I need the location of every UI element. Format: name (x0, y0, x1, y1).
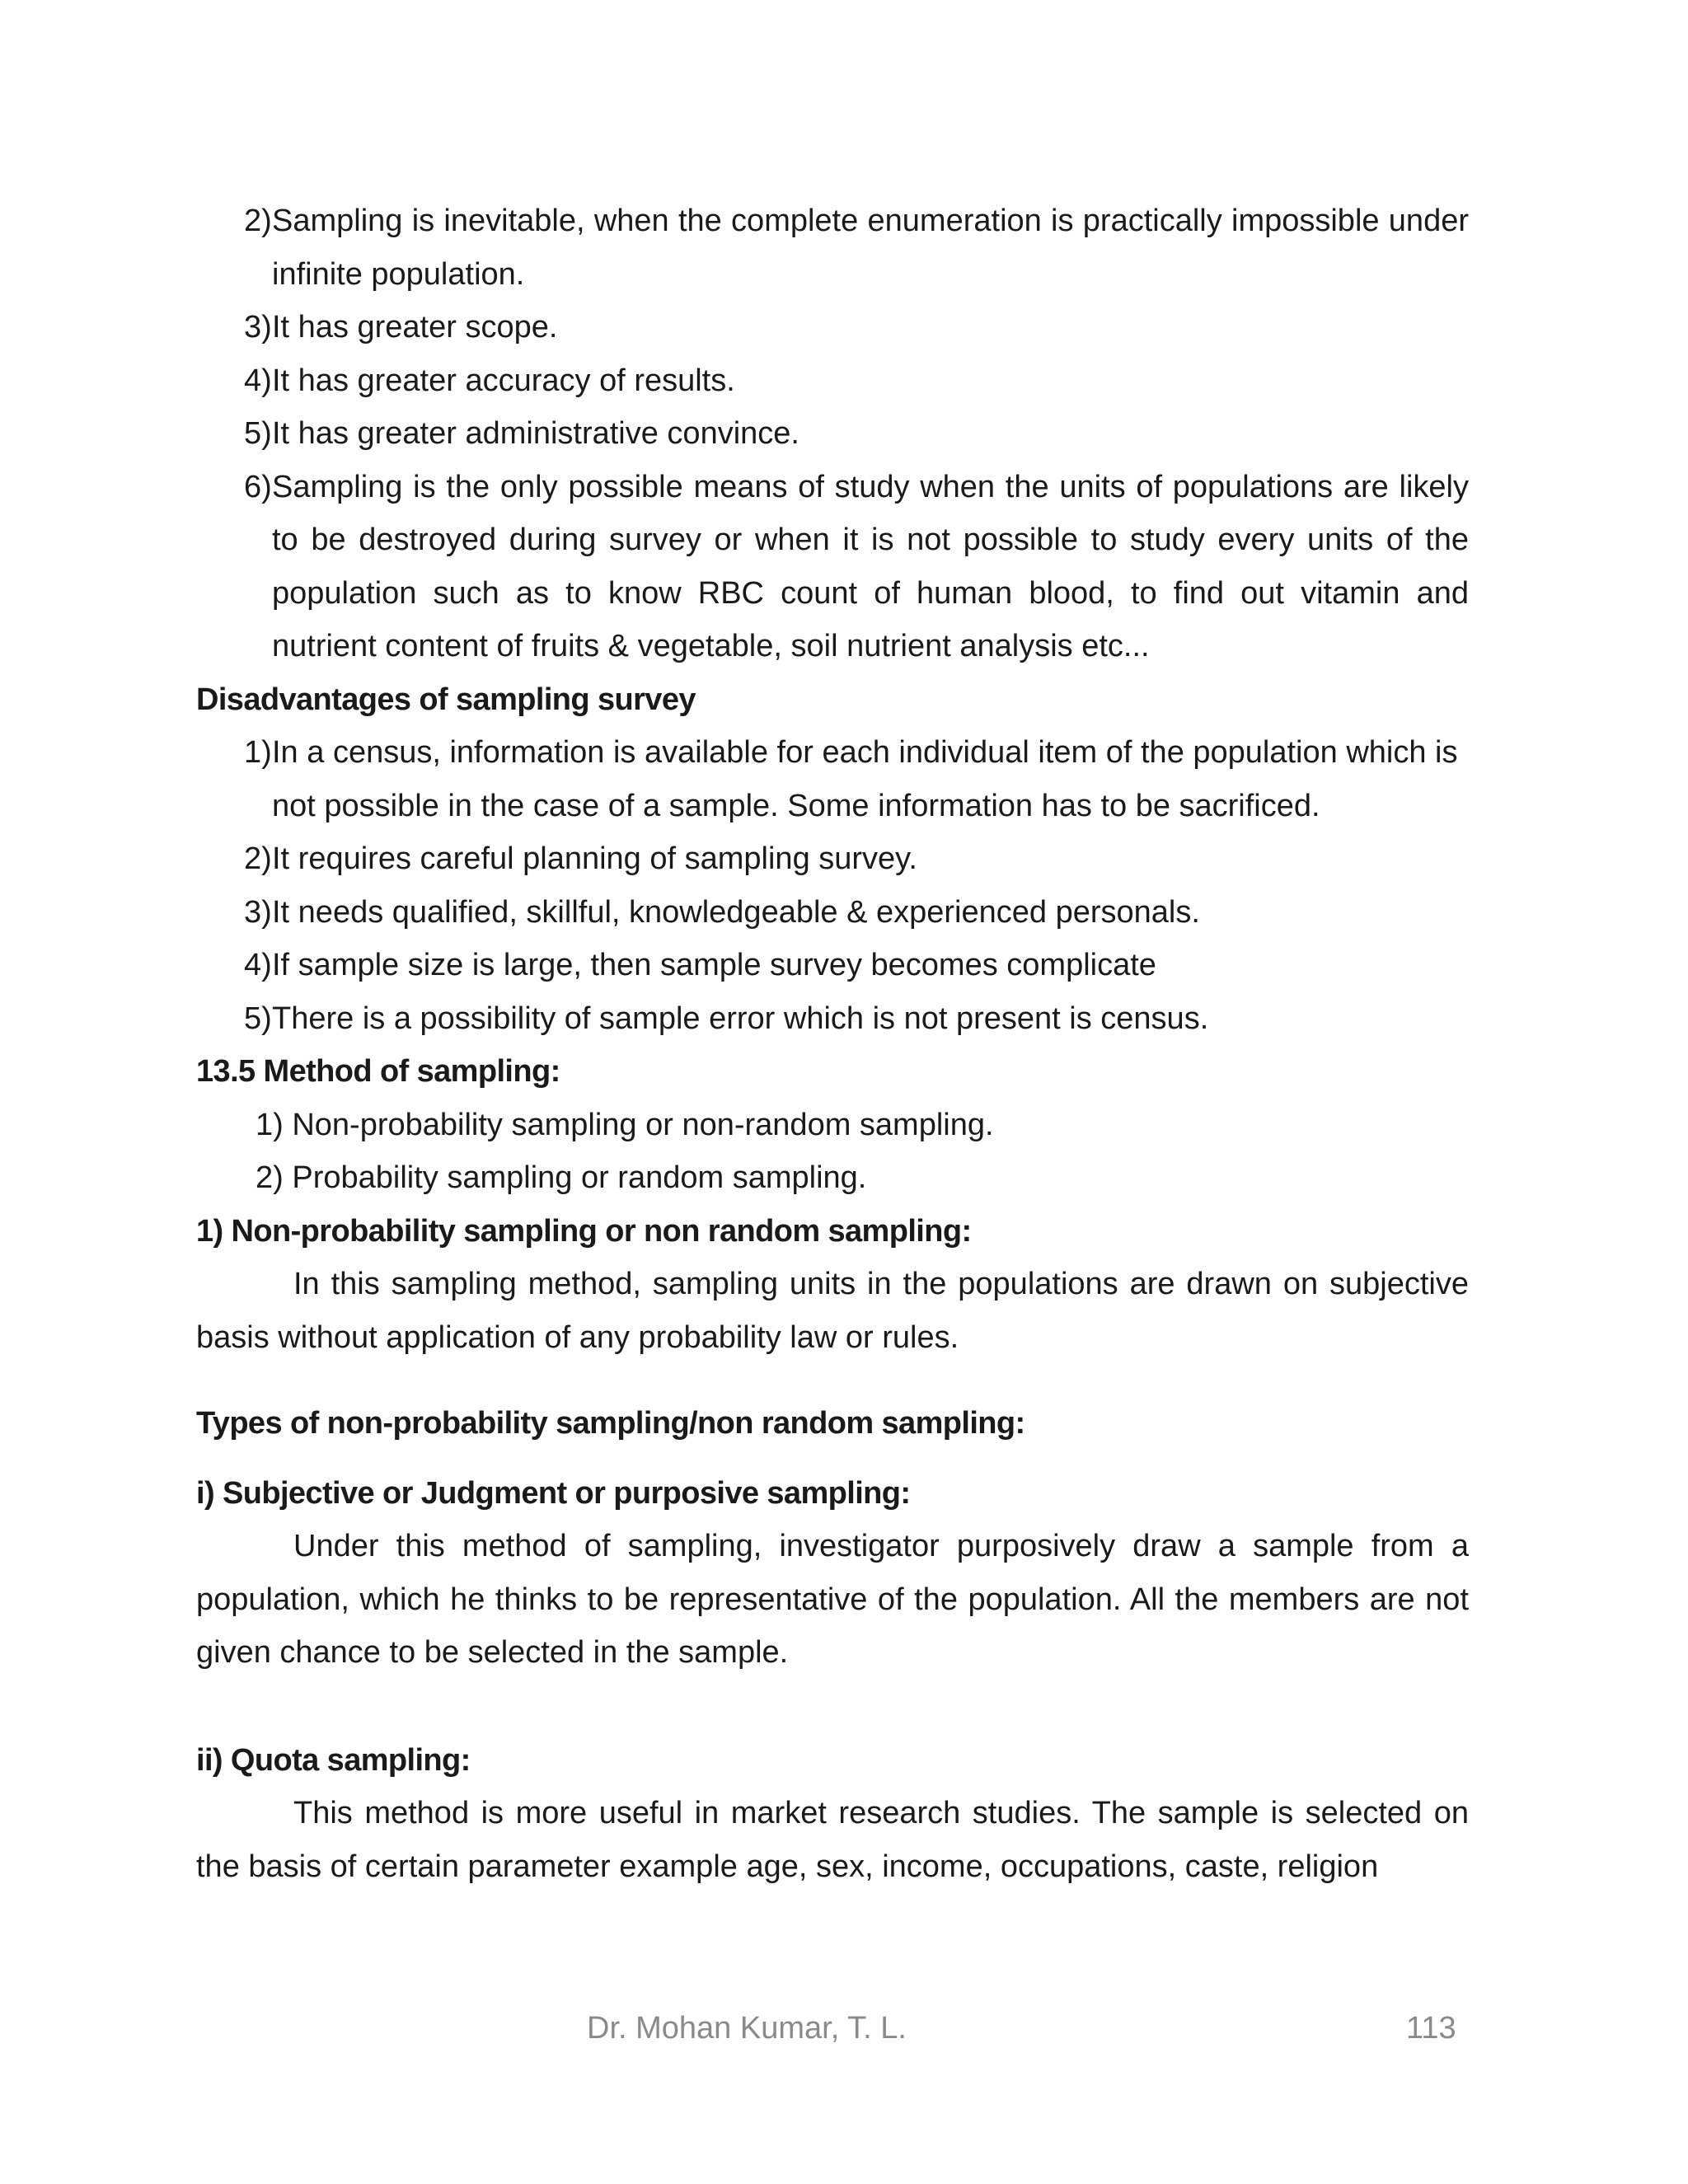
non-probability-heading: 1) Non-probability sampling or non random sampling: (196, 1213, 972, 1249)
spacer (196, 1451, 1469, 1467)
list-item-number: 1) (244, 735, 272, 770)
list-item-number: 3) (244, 894, 272, 930)
list-item (196, 886, 1469, 940)
spacer (196, 1364, 1469, 1397)
list-item-text: Sampling is inevitable, when the complete enumeration is practically impossible under infinite population. (272, 204, 1469, 292)
list-item (196, 194, 1469, 301)
list-item (196, 992, 1469, 1046)
list-item (196, 726, 1469, 832)
list-item-number: 2) (244, 204, 272, 238)
types-heading: Types of non-probability sampling/non random sampling: (196, 1406, 1025, 1441)
list-item-number: 4) (244, 363, 272, 398)
list-item-text: It has greater administrative convince. (272, 416, 799, 451)
method-heading: 13.5 Method of sampling: (196, 1054, 560, 1089)
page-number: 113 (1406, 2011, 1456, 2046)
list-item (196, 461, 1469, 673)
list-item (196, 301, 1469, 354)
non-probability-paragraph: In this sampling method, sampling units in the populations are drawn on subjective basis without application of any probability law or rules. (196, 1267, 1469, 1355)
list-item-text: It needs qualified, skillful, knowledgeable & experienced personals. (272, 894, 1200, 930)
list-item (196, 939, 1469, 992)
list-item-text: There is a possibility of sample error which is not present is census. (272, 1001, 1209, 1036)
spacer (196, 1680, 1469, 1734)
advantages-list (196, 194, 1469, 673)
list-item (196, 407, 1469, 461)
list-item-text: It requires careful planning of sampling survey. (272, 841, 917, 876)
list-item (196, 832, 1469, 886)
page-content (196, 194, 1469, 1893)
list-item-number: 4) (244, 948, 272, 982)
list-item-text: It has greater accuracy of results. (272, 363, 735, 398)
footer-author: Dr. Mohan Kumar, T. L. (587, 2011, 907, 2046)
list-item-number: 6) (244, 469, 272, 504)
quota-heading: ii) Quota sampling: (196, 1742, 471, 1778)
list-item-text: If sample size is large, then sample survey becomes complicate (272, 948, 1156, 982)
subjective-paragraph: Under this method of sampling, investigator purposively draw a sample from a population, which he thinks to be representative of the population. All the members are not given chance to be selected in the sample. (196, 1529, 1469, 1670)
list-item-text: It has greater scope. (272, 310, 558, 344)
list-item-text: Sampling is the only possible means of study when the units of populations are likely to be destroyed during survey or when it is not possible to study every units of the population such as to know RBC count of human blood, to find out vitamin and nutrient content of fruits & vegetable, soil nutrient analysis etc... (272, 469, 1469, 663)
list-item (196, 354, 1469, 408)
list-item-number: 3) (244, 310, 272, 344)
method-list (196, 1099, 1469, 1205)
list-item-number: 5) (244, 416, 272, 451)
subjective-heading: i) Subjective or Judgment or purposive sampling: (196, 1475, 911, 1511)
quota-paragraph: This method is more useful in market research studies. The sample is selected on the basis of certain parameter example age, sex, income, occupations, caste, religion (196, 1796, 1469, 1884)
list-item-text: In a census, information is available for each individual item of the population which is not possible in the case of a sample. Some information has to be sacrificed. (272, 735, 1458, 823)
list-item-number: 5) (244, 1001, 272, 1036)
list-item-number: 2) (244, 841, 272, 876)
disadvantages-heading: Disadvantages of sampling survey (196, 682, 696, 717)
disadvantages-list (196, 726, 1469, 1045)
list-item: 1) Non-probability sampling or non-random sampling. (256, 1107, 994, 1142)
list-item: 2) Probability sampling or random sampling. (256, 1160, 867, 1195)
